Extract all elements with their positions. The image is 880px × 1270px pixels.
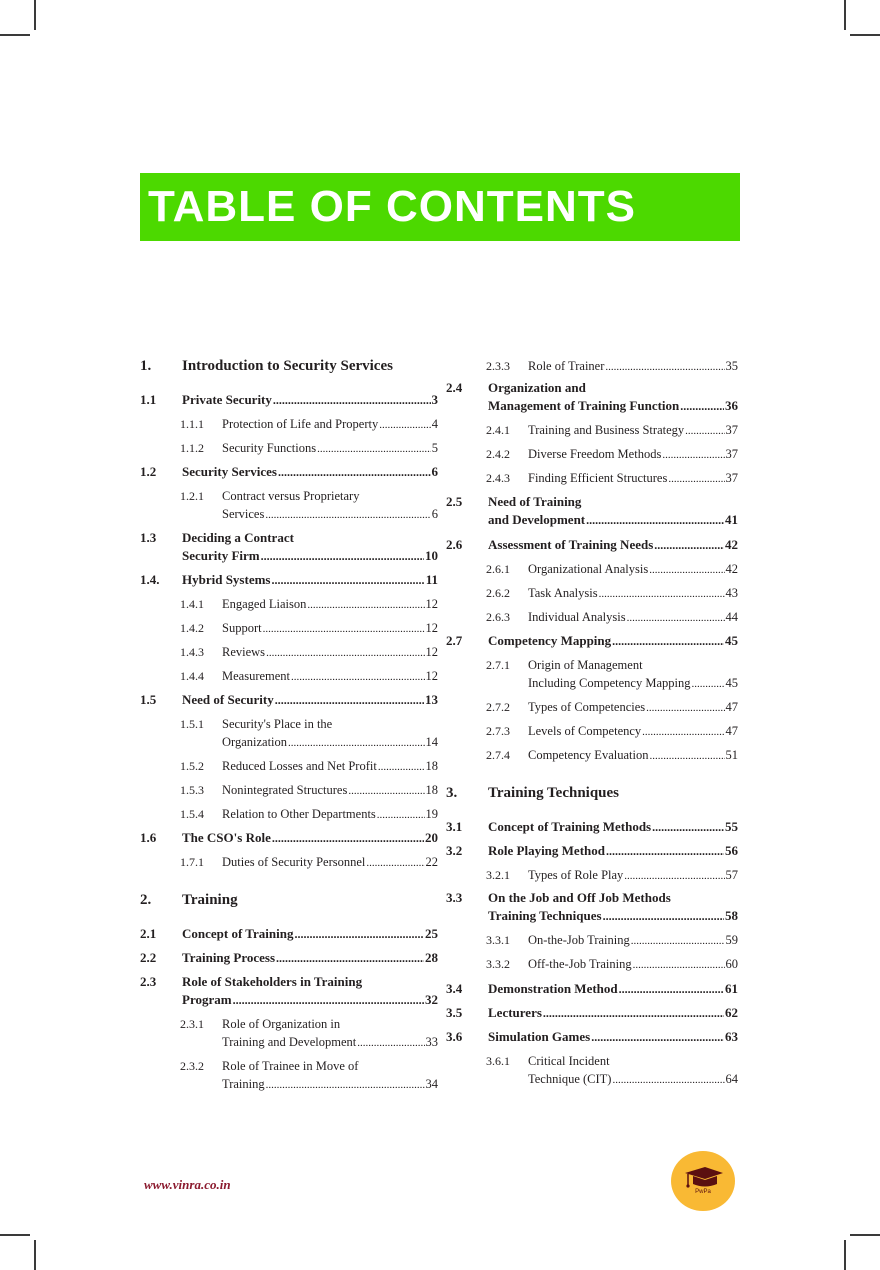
dot-leader xyxy=(377,805,425,824)
toc-entry-title: Measurement xyxy=(222,669,291,683)
toc-entry-body xyxy=(222,643,438,662)
toc-entry-body xyxy=(488,536,738,554)
dot-leader xyxy=(586,511,724,529)
toc-page-number: 62 xyxy=(725,1005,738,1020)
toc-entry-title: Assessment of Training Needs xyxy=(488,537,654,552)
toc-entry-number: 3.3 xyxy=(446,890,463,905)
toc-entry-body xyxy=(488,632,738,650)
toc-entry-number: 2.6.1 xyxy=(486,562,510,576)
toc-entry-number: 3.4 xyxy=(446,981,463,996)
dot-leader xyxy=(691,674,724,693)
toc-entry-body xyxy=(182,391,438,409)
toc-entry-title: Security Services xyxy=(182,464,277,479)
toc-entry-title: Private Security xyxy=(182,392,272,407)
dot-leader xyxy=(366,853,424,872)
toc-entry-body xyxy=(528,722,738,741)
toc-page-number: 35 xyxy=(725,359,738,373)
toc-entry-number: 2.5 xyxy=(446,494,463,509)
toc-entry-number: 1.5.2 xyxy=(180,759,204,773)
toc-page-number: 55 xyxy=(725,819,738,834)
dot-leader xyxy=(649,746,724,765)
toc-entry-body xyxy=(488,980,738,998)
toc-entry-number: 2.3.2 xyxy=(180,1059,204,1073)
toc-entry-number: 1.4.3 xyxy=(180,645,204,659)
dot-leader xyxy=(652,818,724,836)
toc-entry-number: 2.4.2 xyxy=(486,447,510,461)
crop-mark xyxy=(850,1234,880,1236)
dot-leader xyxy=(603,907,724,925)
dot-leader xyxy=(266,643,424,662)
dot-leader xyxy=(276,949,424,967)
toc-page-number: 22 xyxy=(425,855,438,869)
toc-entry-title: Off-the-Job Training xyxy=(528,957,632,971)
toc-page-number: 34 xyxy=(425,1077,438,1091)
dot-leader xyxy=(599,584,725,603)
toc-entry-title: Organization and xyxy=(488,380,586,395)
toc-entry-number: 1. xyxy=(140,358,152,374)
toc-entry-title: Relation to Other Departments xyxy=(222,807,376,821)
dot-leader xyxy=(348,781,424,800)
toc-page-number: 64 xyxy=(725,1072,738,1086)
toc-page-number: 58 xyxy=(725,908,738,923)
toc-entry-body xyxy=(182,829,438,847)
toc-entry-title: Lecturers xyxy=(488,1005,542,1020)
toc-entry-body xyxy=(488,379,738,415)
toc-entry-number: 2.3 xyxy=(140,974,157,989)
crop-mark xyxy=(844,1240,846,1270)
toc-entry-body xyxy=(488,493,738,529)
toc-entry-title: Finding Efficient Structures xyxy=(528,471,668,485)
toc-entry-body xyxy=(222,853,438,872)
toc-page-number: 59 xyxy=(725,933,738,947)
toc-entry-body xyxy=(182,949,438,967)
dot-leader xyxy=(265,505,430,524)
toc-page-number: 13 xyxy=(425,692,438,707)
dot-leader xyxy=(680,397,724,415)
toc-page-number: 37 xyxy=(725,423,738,437)
dot-leader xyxy=(543,1004,724,1022)
title-banner xyxy=(140,173,740,241)
toc-entry-title: Training xyxy=(222,1077,265,1091)
toc-entry-title: Types of Competencies xyxy=(528,700,646,714)
toc-entry-number: 1.4. xyxy=(140,572,160,587)
toc-entry-number: 1.5.1 xyxy=(180,717,204,731)
toc-entry-body xyxy=(222,1015,438,1052)
toc-entry-title: Organizational Analysis xyxy=(528,562,649,576)
toc-entry-number: 1.4.1 xyxy=(180,597,204,611)
toc-entry-title: Demonstration Method xyxy=(488,981,618,996)
toc-entry-number: 2. xyxy=(140,892,152,908)
toc-entry-title: Training xyxy=(182,892,238,908)
toc-page-number: 47 xyxy=(725,700,738,714)
dot-leader xyxy=(646,698,724,717)
crop-mark xyxy=(850,34,880,36)
dot-leader xyxy=(266,1075,425,1094)
toc-entry-title: Competency Evaluation xyxy=(528,748,649,762)
toc-page-number: 10 xyxy=(425,548,438,563)
toc-entry-title: Competency Mapping xyxy=(488,633,612,648)
toc-entry-title: Organization xyxy=(222,735,288,749)
toc-entry-title: Role of Trainer xyxy=(528,359,605,373)
toc-entry-title: Introduction to Security Services xyxy=(182,358,393,374)
toc-entry-title: On the Job and Off Job Methods xyxy=(488,890,671,905)
toc-entry-number: 1.1 xyxy=(140,392,157,407)
toc-entry-title: On-the-Job Training xyxy=(528,933,630,947)
toc-entry-title: Reduced Losses and Net Profit xyxy=(222,759,377,773)
toc-entry-number: 2.4.1 xyxy=(486,423,510,437)
toc-entry-title: Engaged Liaison xyxy=(222,597,307,611)
dot-leader xyxy=(624,866,724,885)
dot-leader xyxy=(317,439,431,458)
toc-entry-number: 1.1.2 xyxy=(180,441,204,455)
toc-entry-title: Hybrid Systems xyxy=(182,572,271,587)
toc-page-number: 12 xyxy=(425,621,438,635)
toc-page-number: 14 xyxy=(425,735,438,749)
toc-entry-body xyxy=(528,584,738,603)
toc-entry-number: 2.7.4 xyxy=(486,748,510,762)
dot-leader xyxy=(612,1070,724,1089)
toc-entry-body xyxy=(222,619,438,638)
toc-entry-number: 3.3.2 xyxy=(486,957,510,971)
toc-page-number: 18 xyxy=(425,759,438,773)
toc-entry-title: Training Techniques xyxy=(488,785,620,801)
toc-page-number: 57 xyxy=(725,868,738,882)
toc-entry-number: 1.3 xyxy=(140,530,157,545)
toc-entry-body xyxy=(182,891,438,909)
toc-entry-title: The CSO's Role xyxy=(182,830,271,845)
toc-page-number: 5 xyxy=(431,441,438,455)
toc-entry-body xyxy=(528,421,738,440)
toc-entry-number: 2.3.1 xyxy=(180,1017,204,1031)
toc-entry-body xyxy=(182,463,438,481)
toc-entry-number: 2.7 xyxy=(446,633,463,648)
toc-page-number: 37 xyxy=(725,471,738,485)
toc-page-number: 56 xyxy=(725,843,738,858)
logo-label: PwPa xyxy=(695,1189,711,1195)
dot-leader xyxy=(307,595,424,614)
dot-leader xyxy=(612,632,724,650)
toc-entry-title: Role of Trainee in Move of xyxy=(222,1059,359,1073)
toc-entry-body xyxy=(528,656,738,693)
toc-entry-title: Training Process xyxy=(182,950,276,965)
toc-entry-title: Deciding a Contract xyxy=(182,530,294,545)
toc-entry-title: Levels of Competency xyxy=(528,724,642,738)
toc-entry-body xyxy=(528,931,738,950)
toc-entry-body xyxy=(528,698,738,717)
toc-page-number: 18 xyxy=(425,783,438,797)
toc-page-number: 43 xyxy=(725,586,738,600)
toc-entry-title: Contract versus Proprietary xyxy=(222,489,360,503)
dot-leader xyxy=(294,925,424,943)
dot-leader xyxy=(591,1028,724,1046)
toc-page-number: 47 xyxy=(725,724,738,738)
toc-entry-title: Need of Training xyxy=(488,494,582,509)
toc-entry-title: Support xyxy=(222,621,262,635)
toc-entry-body xyxy=(182,691,438,709)
dot-leader xyxy=(642,722,724,741)
toc-page-number: 4 xyxy=(431,417,438,431)
toc-entry-title: Critical Incident xyxy=(528,1054,610,1068)
toc-entry-title: Management of Training Function xyxy=(488,398,680,413)
page-title: TABLE OF CONTENTS xyxy=(148,182,636,231)
crop-mark xyxy=(34,1240,36,1270)
toc-entry-number: 1.4.2 xyxy=(180,621,204,635)
toc-entry-number: 3.1 xyxy=(446,819,463,834)
toc-entry-title: Reviews xyxy=(222,645,266,659)
toc-entry-number: 3.2 xyxy=(446,843,463,858)
toc-entry-number: 2.6.2 xyxy=(486,586,510,600)
toc-entry-number: 2.6 xyxy=(446,537,463,552)
toc-page-number: 11 xyxy=(425,572,438,587)
toc-page-number: 36 xyxy=(725,398,738,413)
toc-entry-number: 2.1 xyxy=(140,926,157,941)
toc-entry-title: Role of Organization in xyxy=(222,1017,341,1031)
dot-leader xyxy=(654,536,724,554)
toc-entry-number: 1.2 xyxy=(140,464,157,479)
toc-page-number: 33 xyxy=(425,1035,438,1049)
toc-entry-number: 2.7.1 xyxy=(486,658,510,672)
dot-leader xyxy=(627,608,725,627)
crop-mark xyxy=(34,0,36,30)
toc-page-number: 45 xyxy=(725,633,738,648)
toc-entry-title: Need of Security xyxy=(182,692,274,707)
toc-entry-body xyxy=(222,595,438,614)
dot-leader xyxy=(649,560,724,579)
crop-mark xyxy=(844,0,846,30)
toc-entry-body xyxy=(488,1004,738,1022)
toc-entry-number: 1.4.4 xyxy=(180,669,204,683)
dot-leader xyxy=(662,445,724,464)
toc-entry-number: 1.5 xyxy=(140,692,157,707)
toc-entry-title: Services xyxy=(222,507,265,521)
toc-page-number: 12 xyxy=(425,645,438,659)
toc-page-number: 42 xyxy=(725,537,738,552)
toc-page-number: 19 xyxy=(425,807,438,821)
toc-entry-number: 3.6 xyxy=(446,1029,463,1044)
toc-entry-title: Task Analysis xyxy=(528,586,598,600)
toc-page-number: 6 xyxy=(431,507,438,521)
dot-leader xyxy=(631,931,725,950)
toc-entry-body xyxy=(182,529,438,565)
dot-leader xyxy=(271,571,424,589)
toc-entry-body xyxy=(222,667,438,686)
toc-entry-title: Origin of Management xyxy=(528,658,643,672)
toc-entry-number: 2.4 xyxy=(446,380,463,395)
toc-entry-body xyxy=(528,955,738,974)
toc-entry-body xyxy=(222,805,438,824)
dot-leader xyxy=(605,357,724,376)
toc-entry-title: Nonintegrated Structures xyxy=(222,783,348,797)
toc-entry-number: 1.1.1 xyxy=(180,417,204,431)
toc-entry-number: 1.5.4 xyxy=(180,807,204,821)
dot-leader xyxy=(275,691,424,709)
toc-entry-body xyxy=(528,560,738,579)
toc-page-number: 6 xyxy=(431,464,438,479)
toc-entry-number: 3.2.1 xyxy=(486,868,510,882)
toc-entry-number: 2.6.3 xyxy=(486,610,510,624)
toc-entry-title: Technique (CIT) xyxy=(528,1072,612,1086)
toc-page-number: 60 xyxy=(725,957,738,971)
dot-leader xyxy=(378,757,425,776)
toc-entry-body xyxy=(488,842,738,860)
toc-entry-number: 2.7.2 xyxy=(486,700,510,714)
toc-entry-body xyxy=(182,357,438,375)
toc-entry-body xyxy=(182,571,438,589)
toc-entry-title: Types of Role Play xyxy=(528,868,624,882)
toc-page-number: 41 xyxy=(725,512,738,527)
toc-entry-body xyxy=(528,1052,738,1089)
toc-entry-title: Program xyxy=(182,992,232,1007)
toc-page-number: 42 xyxy=(725,562,738,576)
crop-mark xyxy=(0,1234,30,1236)
toc-page-number: 32 xyxy=(425,992,438,1007)
toc-page-number: 61 xyxy=(725,981,738,996)
toc-entry-title: Duties of Security Personnel xyxy=(222,855,366,869)
dot-leader xyxy=(288,733,424,752)
toc-entry-title: Role Playing Method xyxy=(488,843,605,858)
toc-entry-body xyxy=(222,781,438,800)
toc-entry-number: 3.5 xyxy=(446,1005,463,1020)
toc-entry-title: Training and Business Strategy xyxy=(528,423,685,437)
graduation-cap-icon xyxy=(671,1151,735,1211)
toc-entry-body xyxy=(222,439,438,458)
toc-entry-title: Training Techniques xyxy=(488,908,602,923)
dot-leader xyxy=(233,991,424,1009)
dot-leader xyxy=(379,415,431,434)
toc-entry-title: Training and Development xyxy=(222,1035,357,1049)
toc-page-number: 45 xyxy=(725,676,738,690)
toc-entry-number: 1.7.1 xyxy=(180,855,204,869)
dot-leader xyxy=(261,547,424,565)
toc-page-number: 25 xyxy=(425,926,438,941)
toc-entry-number: 1.6 xyxy=(140,830,157,845)
toc-entry-title: Role of Stakeholders in Training xyxy=(182,974,363,989)
toc-entry-body xyxy=(222,415,438,434)
toc-entry-body xyxy=(182,973,438,1009)
crop-mark xyxy=(0,34,30,36)
dot-leader xyxy=(278,463,431,481)
dot-leader xyxy=(668,469,724,488)
toc-entry-number: 2.4.3 xyxy=(486,471,510,485)
dot-leader xyxy=(606,842,724,860)
toc-entry-number: 3. xyxy=(446,785,458,801)
toc-page-number: 51 xyxy=(725,748,738,762)
toc-entry-body xyxy=(222,757,438,776)
toc-entry-body xyxy=(222,1057,438,1094)
toc-entry-title: Concept of Training xyxy=(182,926,294,941)
toc-entry-number: 2.3.3 xyxy=(486,359,510,373)
toc-entry-body xyxy=(182,925,438,943)
toc-entry-body xyxy=(528,469,738,488)
dot-leader xyxy=(619,980,724,998)
dot-leader xyxy=(633,955,725,974)
toc-entry-body xyxy=(528,608,738,627)
toc-page-number: 44 xyxy=(725,610,738,624)
toc-entry-body xyxy=(488,889,738,925)
toc-entry-title: Protection of Life and Property xyxy=(222,417,379,431)
toc-entry-title: Simulation Games xyxy=(488,1029,591,1044)
toc-entry-body xyxy=(528,357,738,376)
toc-entry-number: 2.7.3 xyxy=(486,724,510,738)
toc-entry-body xyxy=(528,445,738,464)
toc-entry-number: 3.6.1 xyxy=(486,1054,510,1068)
toc-entry-title: Individual Analysis xyxy=(528,610,626,624)
toc-entry-body xyxy=(528,866,738,885)
toc-entry-title: Security Functions xyxy=(222,441,317,455)
toc-entry-title: Concept of Training Methods xyxy=(488,819,652,834)
toc-page-number: 3 xyxy=(431,392,438,407)
toc-entry-body xyxy=(488,784,738,802)
toc-page-number: 63 xyxy=(725,1029,738,1044)
toc-entry-number: 3.3.1 xyxy=(486,933,510,947)
toc-entry-number: 1.5.3 xyxy=(180,783,204,797)
toc-entry-body xyxy=(528,746,738,765)
footer-website-link[interactable]: www.vinra.co.in xyxy=(144,1177,231,1192)
dot-leader xyxy=(291,667,424,686)
toc-page-number: 37 xyxy=(725,447,738,461)
publisher-logo xyxy=(671,1151,735,1211)
toc-entry-title: Security Firm xyxy=(182,548,260,563)
toc-entry-number: 1.2.1 xyxy=(180,489,204,503)
toc-page-number: 12 xyxy=(425,669,438,683)
dot-leader xyxy=(272,829,424,847)
toc-entry-body xyxy=(488,1028,738,1046)
toc-entry-body xyxy=(222,487,438,524)
toc-entry-body xyxy=(488,818,738,836)
toc-entry-body xyxy=(222,715,438,752)
toc-entry-title: and Development xyxy=(488,512,586,527)
toc-entry-title: Diverse Freedom Methods xyxy=(528,447,662,461)
toc-entry-number: 2.2 xyxy=(140,950,157,965)
dot-leader xyxy=(357,1033,424,1052)
dot-leader xyxy=(263,619,425,638)
dot-leader xyxy=(685,421,724,440)
toc-page-number: 28 xyxy=(425,950,438,965)
toc-entry-title: Security's Place in the xyxy=(222,717,333,731)
toc-page-number: 20 xyxy=(425,830,438,845)
toc-entry-title: Including Competency Mapping xyxy=(528,676,691,690)
dot-leader xyxy=(273,391,431,409)
toc-page-number: 12 xyxy=(425,597,438,611)
